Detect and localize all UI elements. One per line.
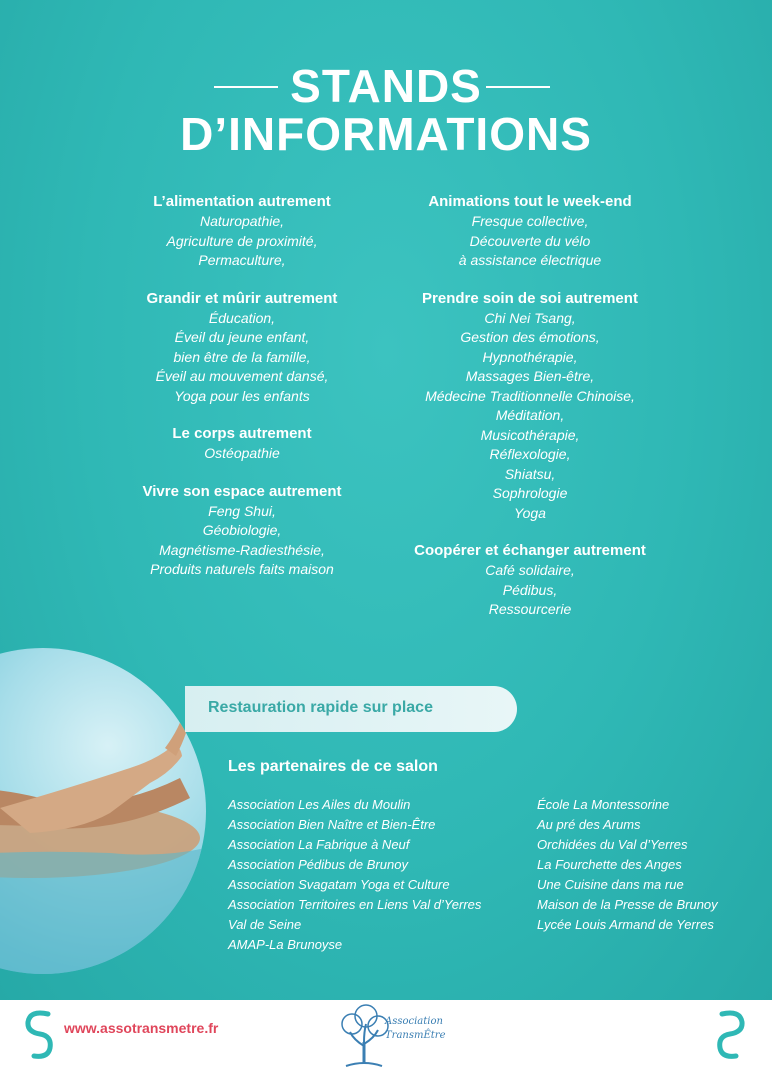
section-corps bbox=[100, 424, 384, 464]
section-item: Médecine Traditionnelle Chinoise, bbox=[425, 387, 635, 404]
partner-item: École La Montessorine bbox=[537, 797, 670, 812]
logo-text-line-1: Association bbox=[385, 1016, 443, 1027]
section-item: Permaculture, bbox=[198, 252, 286, 268]
partner-item: AMAP-La Brunoyse bbox=[228, 937, 343, 952]
section-item: Café solidaire, bbox=[485, 562, 575, 578]
section-item: Shiatsu, bbox=[504, 465, 556, 482]
partner-item: Au pré des Arums bbox=[537, 817, 641, 832]
partner-item: Association Les Ailes du Moulin bbox=[228, 797, 411, 812]
partner-item: Association La Fabrique à Neuf bbox=[228, 837, 410, 852]
partners-list-left bbox=[228, 795, 481, 955]
section-item: Yoga pour les enfants bbox=[174, 387, 310, 404]
logo-text bbox=[385, 1015, 445, 1043]
meditation-hand-illustration bbox=[0, 648, 206, 974]
section-title: Le corps autrement bbox=[172, 425, 312, 442]
section-item: à assistance électrique bbox=[458, 252, 602, 268]
section-item: Méditation, bbox=[495, 407, 565, 423]
section-item: Pédibus, bbox=[502, 581, 558, 598]
section-soin bbox=[388, 289, 672, 524]
title-line-1: STANDS bbox=[290, 60, 482, 112]
section-item: Réflexologie, bbox=[489, 446, 571, 462]
restauration-label: Restauration rapide sur place bbox=[208, 699, 433, 716]
section-alimentation bbox=[100, 192, 384, 271]
section-item: Ressourcerie bbox=[488, 601, 572, 617]
section-item: Magnétisme-Radiesthésie, bbox=[159, 541, 325, 558]
section-cooperer bbox=[388, 541, 672, 620]
partner-item: Association Territoires en Liens Val d’Yerres bbox=[228, 897, 482, 912]
section-item: Géobiologie, bbox=[202, 522, 282, 538]
partner-item: La Fourchette des Anges bbox=[537, 857, 682, 872]
partner-item: Association Svagatam Yoga et Culture bbox=[228, 877, 450, 892]
section-item: Éducation, bbox=[208, 309, 276, 326]
partner-item: Val de Seine bbox=[228, 917, 302, 932]
partner-item: Association Pédibus de Brunoy bbox=[228, 857, 408, 872]
section-title: L’alimentation autrement bbox=[153, 193, 331, 210]
section-item: Massages Bien-être, bbox=[465, 368, 595, 384]
section-espace bbox=[100, 482, 384, 580]
partner-item: Association Bien Naître et Bien-Être bbox=[228, 817, 436, 832]
footer bbox=[0, 1000, 772, 1080]
section-item: Sophrologie bbox=[492, 485, 568, 501]
partners-list-right bbox=[537, 795, 718, 935]
section-item: Produits naturels faits maison bbox=[150, 561, 334, 577]
partner-item: Lycée Louis Armand de Yerres bbox=[537, 917, 714, 932]
title-line-2: D’INFORMATIONS bbox=[180, 108, 592, 160]
right-column bbox=[388, 192, 672, 638]
logo-text-line-2: TransmÊtre bbox=[385, 1030, 446, 1041]
section-item: Découverte du vélo bbox=[469, 232, 591, 249]
section-item: Musicothérapie, bbox=[480, 426, 580, 443]
section-item: Fresque collective, bbox=[471, 213, 589, 229]
section-item: Éveil au mouvement dansé, bbox=[155, 368, 329, 384]
section-animations bbox=[388, 192, 672, 271]
website-link[interactable]: www.assotransmetre.fr bbox=[64, 1020, 219, 1036]
swirl-left-icon bbox=[18, 1006, 58, 1066]
section-item: Yoga bbox=[514, 504, 546, 521]
section-grandir bbox=[100, 289, 384, 407]
partner-item: Maison de la Presse de Brunoy bbox=[537, 897, 718, 912]
section-title: Prendre soin de soi autrement bbox=[422, 289, 638, 307]
swirl-right-icon bbox=[712, 1006, 752, 1066]
section-title: Grandir et mûrir autrement bbox=[146, 289, 338, 307]
partner-item: Une Cuisine dans ma rue bbox=[537, 877, 684, 892]
meditation-photo bbox=[0, 648, 206, 974]
section-item: Hypnothérapie, bbox=[482, 348, 578, 365]
left-column bbox=[100, 192, 384, 598]
section-title: Animations tout le week-end bbox=[428, 193, 632, 210]
section-title: Vivre son espace autrement bbox=[142, 482, 342, 500]
section-item: Ostéopathie bbox=[204, 445, 280, 461]
section-item: Éveil du jeune enfant, bbox=[174, 329, 310, 345]
section-item: Agriculture de proximité, bbox=[166, 232, 318, 249]
page-title bbox=[0, 62, 772, 158]
partner-item: Orchidées du Val d’Yerres bbox=[537, 837, 688, 852]
section-item: Gestion des émotions, bbox=[460, 329, 600, 345]
section-item: Feng Shui, bbox=[208, 502, 276, 519]
section-item: Naturopathie, bbox=[199, 213, 285, 229]
section-title: Coopérer et échanger autrement bbox=[414, 542, 646, 559]
partners-title: Les partenaires de ce salon bbox=[228, 758, 438, 775]
section-item: Chi Nei Tsang, bbox=[484, 309, 576, 326]
section-item: bien être de la famille, bbox=[173, 348, 311, 365]
